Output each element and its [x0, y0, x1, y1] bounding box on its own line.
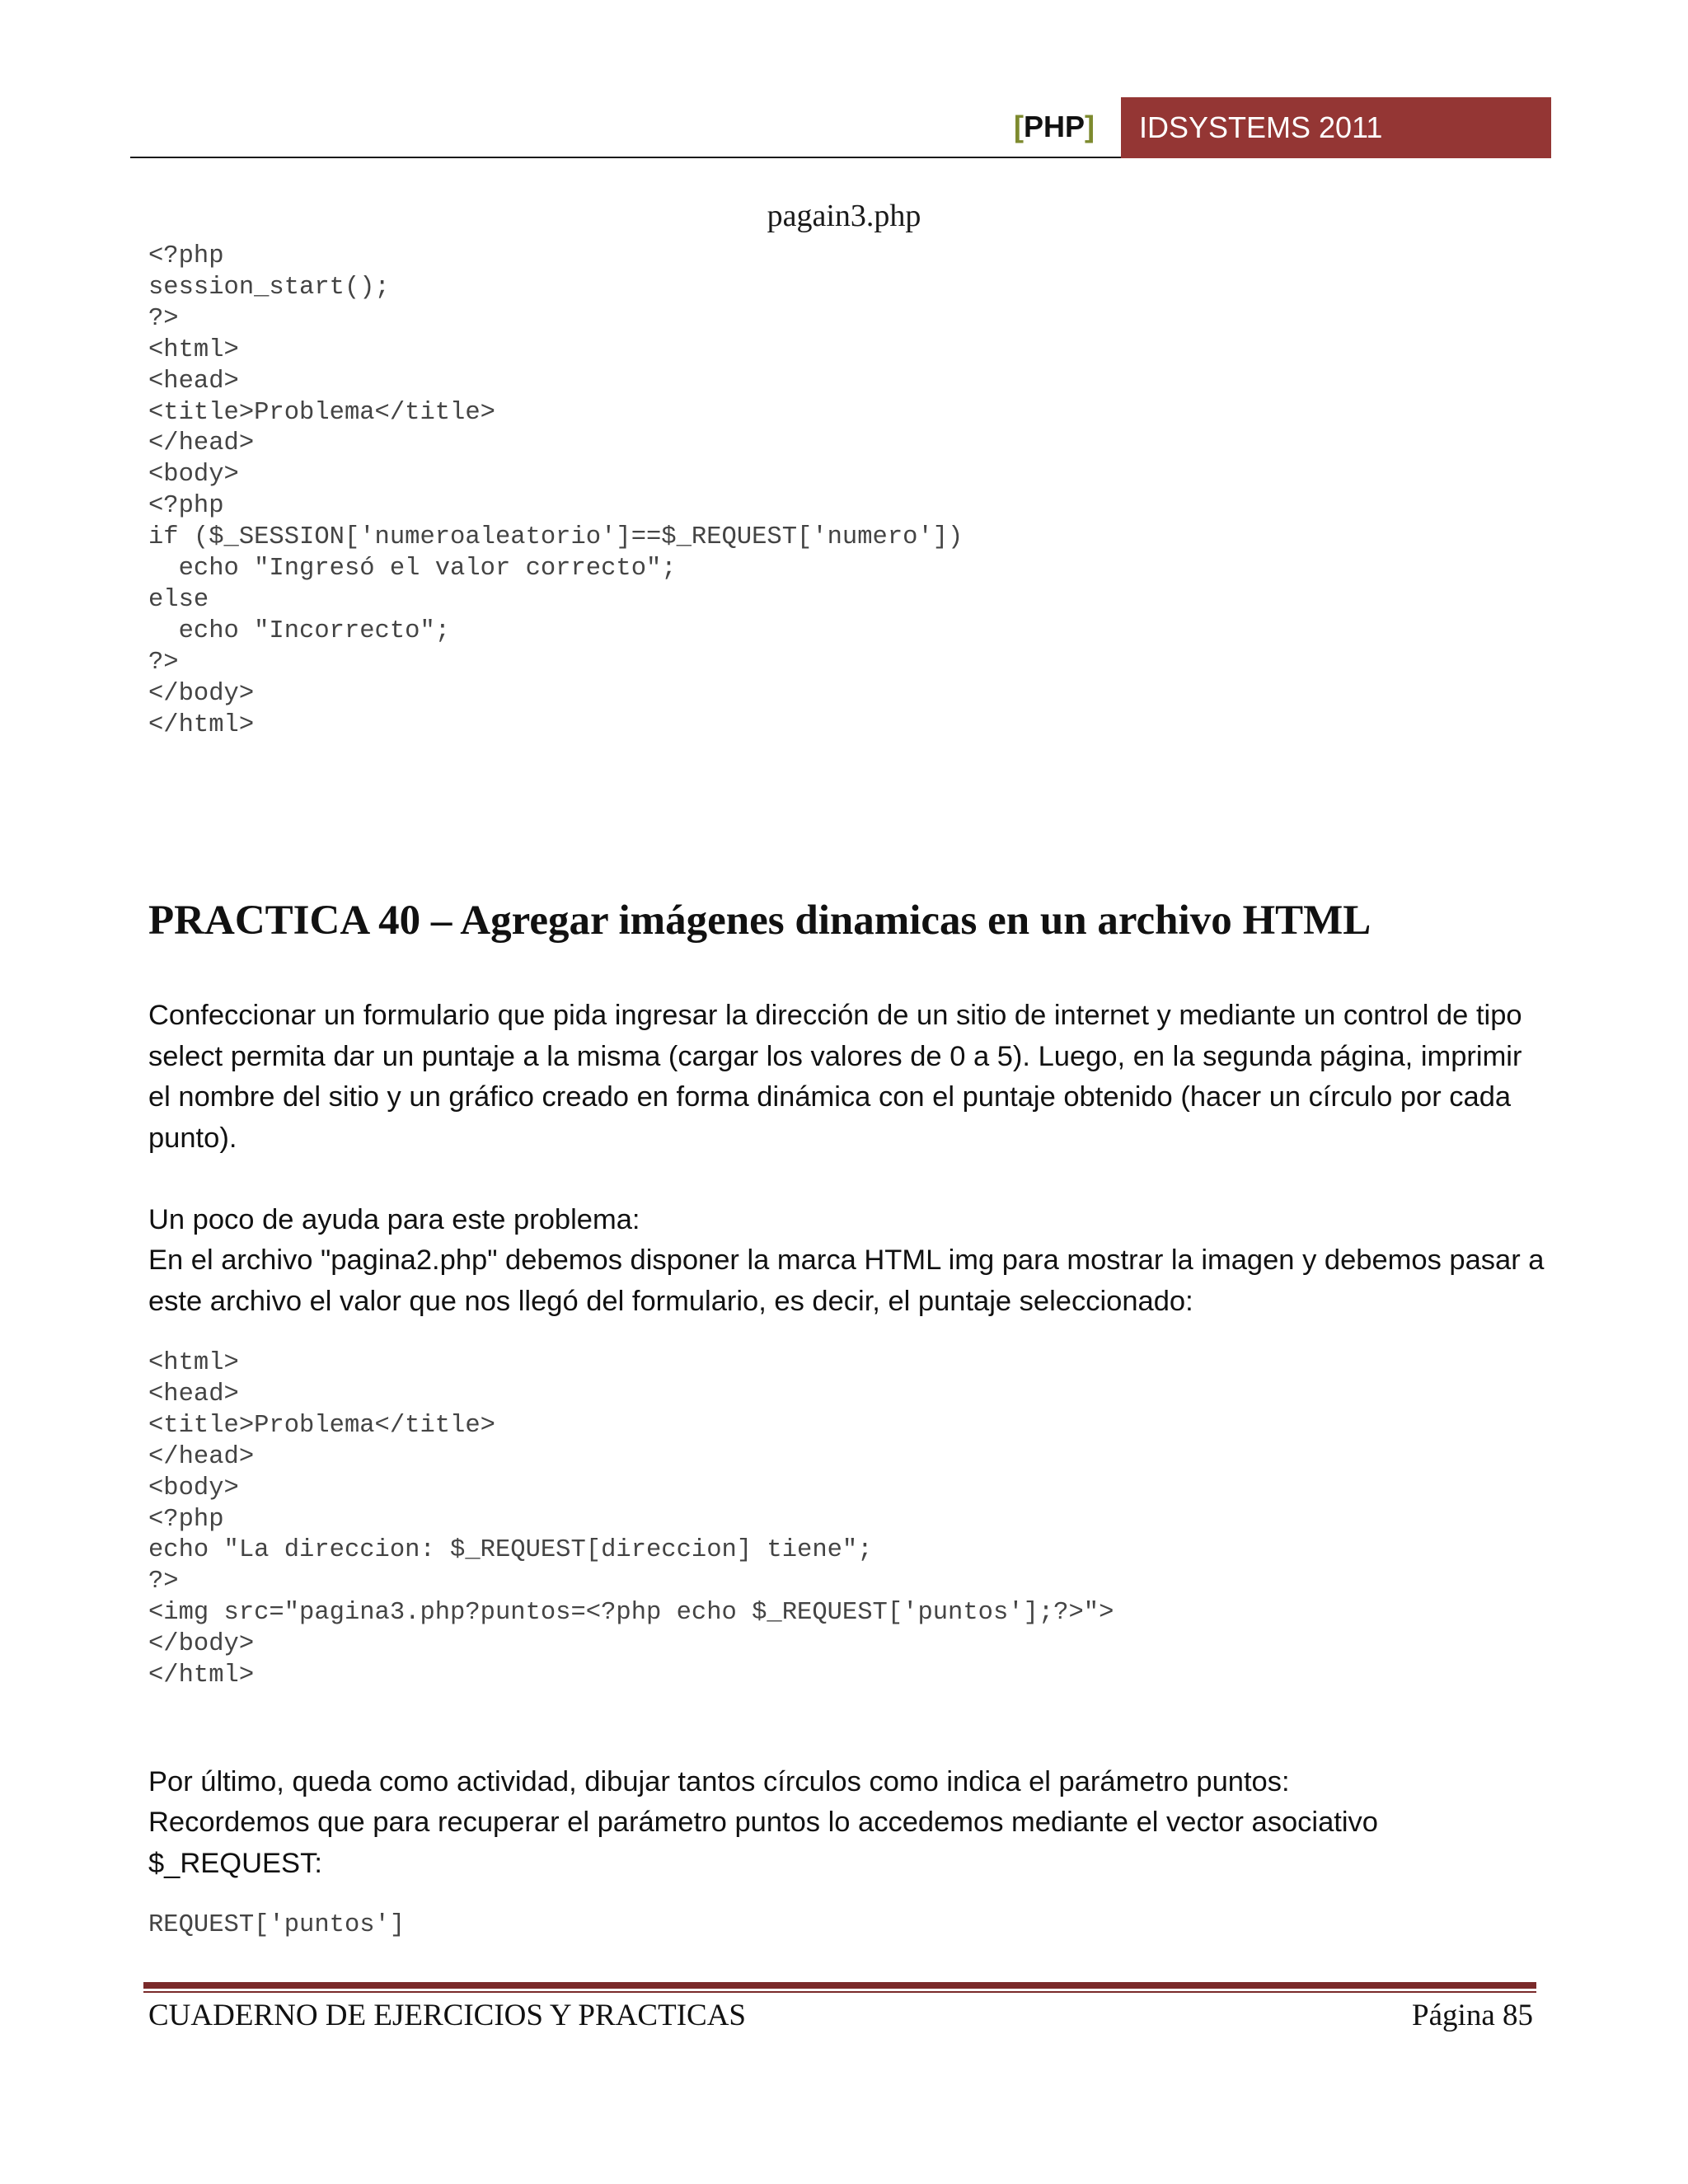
- paragraph-2-body: En el archivo "pagina2.php" debemos disponer la marca HTML img para mostrar la imagen y debemos pasar a este archivo el valor que nos llegó del formulario, es decir, el puntaje seleccionado:: [148, 1244, 1545, 1317]
- bracket-open: [: [1014, 110, 1024, 143]
- footer-page-number: Página 85: [1412, 1999, 1533, 2032]
- footer-rule-thick: [143, 1982, 1536, 1989]
- header-rule: [130, 157, 1121, 158]
- footer-book-title: CUADERNO DE EJERCICIOS Y PRACTICAS: [148, 1999, 746, 2032]
- footer-rule-thin: [143, 1991, 1536, 1993]
- file-title: pagain3.php: [767, 199, 921, 233]
- paragraph-1: Confeccionar un formulario que pida ingresar la dirección de un sitio de internet y mediante un control de tipo select permita dar un puntaje a la misma (cargar los valores de 0 a 5). Luego, en la segunda página, imprimir el nombre del sitio y un gráfico creado en forma dinámica con el puntaje obtenido (hacer un círculo por cada punto).: [148, 1000, 1522, 1154]
- paragraph-3-body: Recordemos que para recuperar el parámetro puntos lo accedemos mediante el vector asociativo $_REQUEST:: [148, 1807, 1378, 1879]
- section-heading: PRACTICA 40 – Agregar imágenes dinamicas en un archivo HTML: [148, 898, 1372, 944]
- code-block-2: <html> <head> <title>Problema</title> </head> <body> <?php echo "La direccion: $_REQUEST[direccion] tiene"; ?> <img src="pagina3.php?puntos=<?php echo $_REQUEST['puntos'];?>"> </body> </html>: [148, 1349, 1114, 1690]
- header-tag: [1014, 107, 1095, 147]
- header-series-box: IDSYSTEMS 2011: [1121, 97, 1551, 158]
- paragraph-2-intro: Un poco de ayuda para este problema:: [148, 1204, 640, 1235]
- code-block-3: REQUEST['puntos']: [148, 1911, 406, 1939]
- header-tag-label: PHP: [1024, 110, 1085, 143]
- bracket-close: ]: [1085, 110, 1095, 143]
- code-block-1: <?php session_start(); ?> <html> <head> <title>Problema</title> </head> <body> <?php if ($_SESSION['numeroaleatorio']==$_REQUEST['numero']) echo "Ingresó el valor correcto"; else echo "Incorrecto"; ?> </body> </html>: [148, 242, 964, 739]
- paragraph-3-intro: Por último, queda como actividad, dibujar tantos círculos como indica el parámetro puntos:: [148, 1766, 1290, 1797]
